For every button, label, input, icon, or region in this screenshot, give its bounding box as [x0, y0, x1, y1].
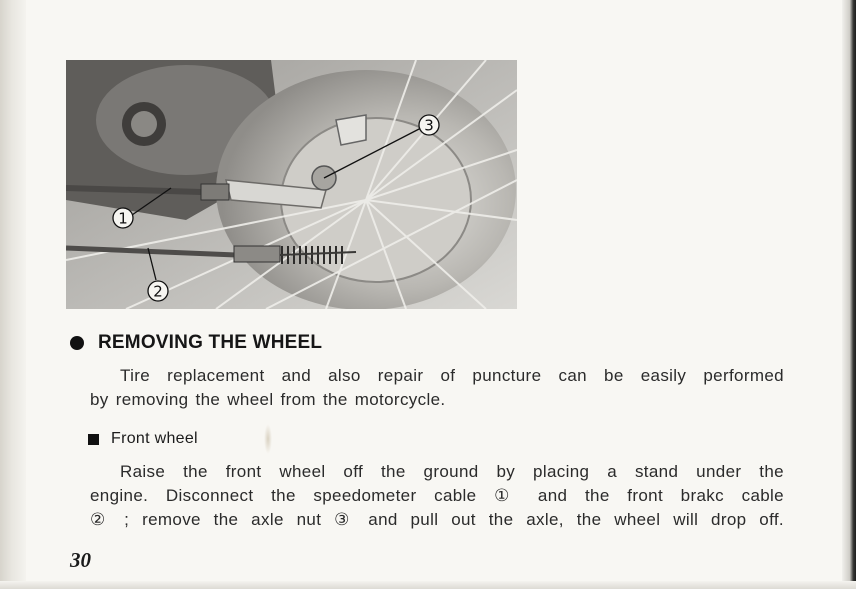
intro-paragraph-line-1: Tire replacement and also repair of puncture can be easily performed [120, 366, 784, 385]
front-wheel-paragraph-line-2: engine. Disconnect the speedometer cable ① and the front brakc cable [90, 486, 784, 505]
section-heading [70, 332, 322, 354]
bullet-dot-icon [70, 336, 84, 350]
callout-1-label: 1 [118, 209, 128, 228]
paper-stain [264, 424, 272, 454]
front-wheel-paragraph-line-1: Raise the front wheel off the ground by placing a stand under the [120, 462, 784, 481]
intro-paragraph [90, 364, 784, 412]
callout-2-label: 2 [153, 282, 163, 301]
intro-paragraph-line-2: by removing the wheel from the motorcycle. [90, 390, 446, 409]
page-edge-right [842, 0, 856, 589]
binding-gutter [0, 0, 26, 589]
wheel-hub-photo [66, 60, 517, 309]
front-wheel-paragraph-line-3: ② ; remove the axle nut ③ and pull out the axle, the wheel will drop off. [90, 510, 784, 529]
page-number: 30 [70, 548, 91, 572]
wheel-hub-illustration [66, 60, 517, 309]
front-wheel-paragraph [90, 460, 784, 532]
subsection-heading-text: Front wheel [111, 430, 198, 447]
bullet-square-icon [88, 434, 99, 445]
subsection-heading [88, 430, 198, 448]
page-edge-bottom [0, 581, 856, 589]
callout-3-label: 3 [424, 116, 434, 135]
section-heading-text: REMOVING THE WHEEL [98, 332, 323, 353]
